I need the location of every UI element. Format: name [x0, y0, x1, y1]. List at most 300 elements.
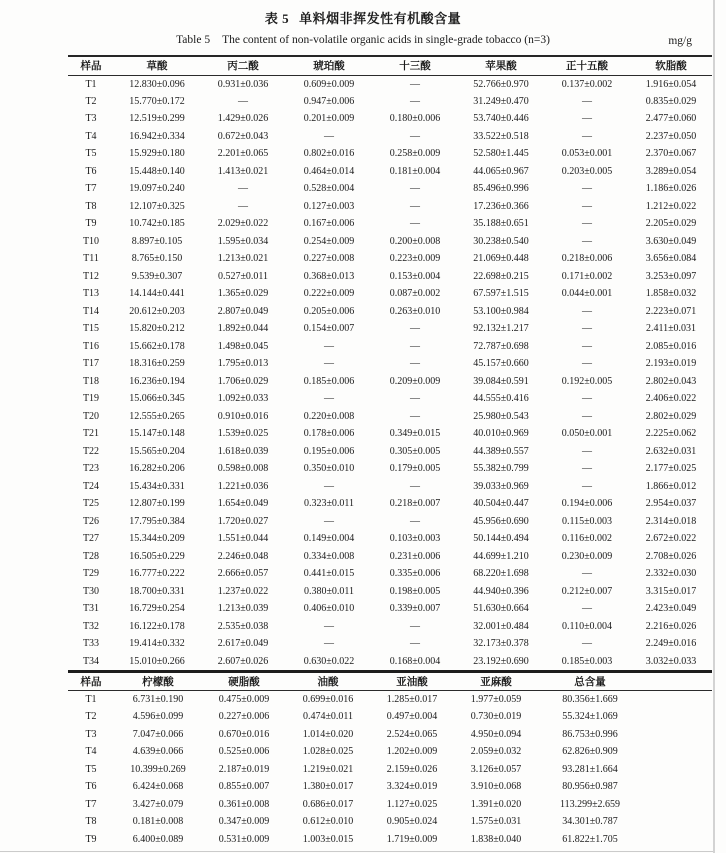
table-row [68, 93, 712, 111]
value-cell: 2.477±0.060 [645, 113, 697, 125]
value-cell: 3.253±0.097 [645, 270, 697, 282]
value-cell: 0.227±0.006 [218, 711, 270, 723]
value-cell: — [410, 358, 420, 370]
value-cell: 12.830±0.096 [129, 78, 185, 90]
sample-id: T15 [82, 323, 100, 335]
value-cell: 0.179±0.005 [389, 463, 441, 475]
value-cell: 1.127±0.025 [386, 798, 438, 810]
spacer-cell [642, 743, 712, 761]
table-row [68, 268, 712, 286]
value-cell: 1.654±0.049 [217, 498, 269, 510]
value-cell: 72.787±0.698 [473, 340, 529, 352]
value-cell: 22.698±0.215 [473, 270, 529, 282]
value-cell: 2.193±0.019 [645, 358, 697, 370]
column-header: 样品 [68, 672, 114, 691]
value-cell: 0.855±0.007 [218, 781, 270, 793]
value-cell: 4.639±0.066 [132, 746, 184, 758]
value-cell: — [410, 393, 420, 405]
value-cell: 16.729±0.254 [129, 603, 185, 615]
table-row [68, 726, 712, 744]
sample-id: T7 [85, 183, 97, 195]
sample-id: T30 [82, 585, 100, 597]
value-cell: — [324, 480, 334, 492]
value-cell: — [582, 95, 592, 107]
column-header: 总含量 [538, 672, 642, 691]
value-cell: 113.299±2.659 [559, 798, 621, 810]
value-cell: 0.116±0.002 [561, 533, 613, 545]
value-cell: 2.159±0.026 [386, 763, 438, 775]
value-cell: — [582, 130, 592, 142]
value-cell: 0.361±0.008 [218, 798, 270, 810]
value-cell: 0.339±0.007 [389, 603, 441, 615]
table-row [68, 565, 712, 583]
value-cell: 40.010±0.969 [473, 428, 529, 440]
value-cell: — [582, 638, 592, 650]
value-cell: — [324, 620, 334, 632]
spacer-cell [642, 761, 712, 779]
value-cell: 0.127±0.003 [303, 200, 355, 212]
value-cell: 0.194±0.006 [561, 498, 613, 510]
table-row [68, 233, 712, 251]
value-cell: 17.236±0.366 [473, 200, 529, 212]
sample-id: T20 [82, 410, 100, 422]
table-title-zh [0, 8, 726, 27]
value-cell: 68.220±1.698 [473, 568, 529, 580]
organic-acids-table-part1 [68, 55, 712, 670]
value-cell: 0.835±0.029 [645, 95, 697, 107]
value-cell: — [410, 515, 420, 527]
value-cell: 2.314±0.018 [645, 515, 697, 527]
value-cell: — [410, 200, 420, 212]
table-row [68, 425, 712, 443]
value-cell: 2.411±0.031 [645, 323, 697, 335]
value-cell: 15.565±0.204 [129, 445, 185, 457]
value-cell: — [324, 130, 334, 142]
value-cell: 15.448±0.140 [129, 165, 185, 177]
spacer-cell [642, 672, 712, 691]
table-number-zh: 表 5 [264, 11, 290, 26]
value-cell: 23.192±0.690 [473, 655, 529, 667]
value-cell: 2.954±0.037 [645, 498, 697, 510]
value-cell: — [324, 358, 334, 370]
value-cell: 0.195±0.006 [303, 445, 355, 457]
value-cell: 0.180±0.006 [389, 113, 441, 125]
value-cell: 0.474±0.011 [302, 711, 354, 723]
value-cell: 15.434±0.331 [129, 480, 185, 492]
value-cell: 32.001±0.484 [473, 620, 529, 632]
value-cell: 0.323±0.011 [303, 498, 355, 510]
value-cell: 0.168±0.004 [389, 655, 441, 667]
spacer-cell [642, 726, 712, 744]
table-title-en-text: The content of non-volatile organic acids in single-grade tobacco (n=3) [222, 34, 550, 46]
value-cell: 6.424±0.068 [132, 781, 184, 793]
table-row [68, 285, 712, 303]
sample-id: T3 [85, 728, 97, 740]
value-cell: 67.597±1.515 [473, 288, 529, 300]
value-cell: 0.335±0.006 [389, 568, 441, 580]
value-cell: 1.413±0.021 [217, 165, 269, 177]
table-row [68, 145, 712, 163]
value-cell: — [410, 638, 420, 650]
value-cell: 1.380±0.017 [302, 781, 354, 793]
value-cell: 0.185±0.006 [303, 375, 355, 387]
spacer-cell [642, 691, 712, 709]
table-row [68, 373, 712, 391]
table-row [68, 75, 712, 93]
sample-id: T16 [82, 340, 100, 352]
value-cell: 0.103±0.003 [389, 533, 441, 545]
table-row [68, 495, 712, 513]
value-cell: — [582, 235, 592, 247]
value-cell: — [410, 183, 420, 195]
value-cell: 20.612±0.203 [129, 305, 185, 317]
table-row [68, 460, 712, 478]
value-cell: — [582, 340, 592, 352]
table-title-zh-text: 单料烟非挥发性有机酸含量 [299, 11, 462, 26]
value-cell: 3.910±0.068 [470, 781, 522, 793]
value-cell: 3.324±0.019 [386, 781, 438, 793]
table-row [68, 320, 712, 338]
header-row [68, 672, 712, 691]
value-cell: 1.618±0.039 [217, 445, 269, 457]
value-cell: 2.332±0.030 [645, 568, 697, 580]
spacer-cell [642, 708, 712, 726]
value-cell: 2.370±0.067 [645, 148, 697, 160]
value-cell: 2.246±0.048 [217, 550, 269, 562]
table-row [68, 583, 712, 601]
value-cell: 0.686±0.017 [302, 798, 354, 810]
value-cell: 0.528±0.004 [303, 183, 355, 195]
value-cell: 1.429±0.026 [217, 113, 269, 125]
value-cell: 12.107±0.325 [129, 200, 185, 212]
value-cell: 1.213±0.039 [217, 603, 269, 615]
value-cell: 1.092±0.033 [217, 393, 269, 405]
spacer-cell [642, 796, 712, 814]
table-row [68, 215, 712, 233]
value-cell: 1.498±0.045 [217, 340, 269, 352]
value-cell: 7.047±0.066 [132, 728, 184, 740]
value-cell: 44.389±0.557 [473, 445, 529, 457]
value-cell: 2.632±0.031 [645, 445, 697, 457]
value-cell: 1.892±0.044 [217, 323, 269, 335]
value-cell: 0.802±0.016 [303, 148, 355, 160]
value-cell: 0.905±0.024 [386, 816, 438, 828]
value-cell: — [582, 463, 592, 475]
value-cell: 9.539±0.307 [131, 270, 183, 282]
value-cell: 0.347±0.009 [218, 816, 270, 828]
sample-id: T21 [82, 428, 100, 440]
sample-id: T6 [85, 165, 97, 177]
page-scan-edge-bottom [0, 851, 713, 852]
column-header: 正十五酸 [544, 56, 630, 75]
value-cell: — [324, 340, 334, 352]
value-cell: 34.301±0.787 [562, 816, 618, 828]
value-cell: 15.929±0.180 [129, 148, 185, 160]
value-cell: 16.505±0.229 [129, 550, 185, 562]
value-cell: 1.720±0.027 [217, 515, 269, 527]
value-cell: 80.956±0.987 [562, 781, 618, 793]
value-cell: 3.427±0.079 [132, 798, 184, 810]
value-cell: 1.003±0.015 [302, 833, 354, 845]
value-cell: — [582, 200, 592, 212]
table-row [68, 600, 712, 618]
table-number-en: Table 5 [176, 34, 211, 46]
value-cell: 0.464±0.014 [303, 165, 355, 177]
value-cell: 15.662±0.178 [129, 340, 185, 352]
value-cell: 2.666±0.057 [217, 568, 269, 580]
value-cell: 2.029±0.022 [217, 218, 269, 230]
value-cell: 0.181±0.008 [132, 816, 184, 828]
value-cell: 16.942±0.334 [129, 130, 185, 142]
column-header: 亚麻酸 [454, 672, 538, 691]
column-header: 软脂酸 [630, 56, 712, 75]
value-cell: 2.406±0.022 [645, 393, 697, 405]
value-cell: 0.044±0.001 [561, 288, 613, 300]
sample-id: T34 [82, 655, 100, 667]
table-row [68, 303, 712, 321]
column-header: 样品 [68, 56, 114, 75]
value-cell: 0.171±0.002 [561, 270, 613, 282]
value-cell: 1.219±0.021 [302, 763, 354, 775]
value-cell: 0.254±0.009 [303, 235, 355, 247]
table-row [68, 618, 712, 636]
value-cell: 0.154±0.007 [303, 323, 355, 335]
sample-id: T25 [82, 498, 100, 510]
value-cell: 18.316±0.259 [129, 358, 185, 370]
value-cell: 12.555±0.265 [129, 410, 185, 422]
value-cell: 19.414±0.332 [129, 638, 185, 650]
value-cell: 1.858±0.032 [645, 288, 697, 300]
value-cell: 2.237±0.050 [645, 130, 697, 142]
value-cell: 4.950±0.094 [470, 728, 522, 740]
value-cell: 0.087±0.002 [389, 288, 441, 300]
value-cell: 15.066±0.345 [129, 393, 185, 405]
value-cell: 3.656±0.084 [645, 253, 697, 265]
value-cell: 3.630±0.049 [645, 235, 697, 247]
value-cell: 1.795±0.013 [217, 358, 269, 370]
value-cell: 0.222±0.009 [303, 288, 355, 300]
value-cell: 0.670±0.016 [218, 728, 270, 740]
value-cell: 0.149±0.004 [303, 533, 355, 545]
value-cell: 2.802±0.029 [645, 410, 697, 422]
value-cell: 0.406±0.010 [303, 603, 355, 615]
table-row [68, 110, 712, 128]
value-cell: 0.218±0.006 [561, 253, 613, 265]
sample-id: T27 [82, 533, 100, 545]
value-cell: 51.630±0.664 [473, 603, 529, 615]
value-cell: 0.203±0.005 [561, 165, 613, 177]
value-cell: 0.931±0.036 [217, 78, 269, 90]
value-cell: 0.368±0.013 [303, 270, 355, 282]
value-cell: 2.223±0.071 [645, 305, 697, 317]
column-header: 琥珀酸 [286, 56, 372, 75]
sample-id: T33 [82, 638, 100, 650]
value-cell: 53.740±0.446 [473, 113, 529, 125]
value-cell: 0.350±0.010 [303, 463, 355, 475]
sample-id: T7 [85, 798, 97, 810]
value-cell: 0.672±0.043 [217, 130, 269, 142]
sample-id: T14 [82, 305, 100, 317]
table-row [68, 443, 712, 461]
value-cell: 0.115±0.003 [561, 515, 613, 527]
value-cell: 1.575±0.031 [470, 816, 522, 828]
value-cell: 0.258±0.009 [389, 148, 441, 160]
value-cell: 39.033±0.969 [473, 480, 529, 492]
value-cell: 0.201±0.009 [303, 113, 355, 125]
value-cell: 21.069±0.448 [473, 253, 529, 265]
sample-id: T19 [82, 393, 100, 405]
value-cell: 3.315±0.017 [645, 585, 697, 597]
sample-id: T23 [82, 463, 100, 475]
table-row [68, 761, 712, 779]
value-cell: — [582, 218, 592, 230]
value-cell: 33.522±0.518 [473, 130, 529, 142]
column-header: 草酸 [114, 56, 200, 75]
value-cell: 1.916±0.054 [645, 78, 697, 90]
value-cell: 1.391±0.020 [470, 798, 522, 810]
column-header: 柠檬酸 [114, 672, 202, 691]
value-cell: 0.947±0.006 [303, 95, 355, 107]
value-cell: — [582, 113, 592, 125]
page-scan-edge-right [713, 0, 715, 853]
value-cell: 0.178±0.006 [303, 428, 355, 440]
table-row [68, 128, 712, 146]
table-row [68, 513, 712, 531]
column-header: 苹果酸 [458, 56, 544, 75]
value-cell: — [410, 340, 420, 352]
sample-id: T6 [85, 781, 97, 793]
value-cell: 12.519±0.299 [129, 113, 185, 125]
value-cell: 50.144±0.494 [473, 533, 529, 545]
value-cell: 52.580±1.445 [473, 148, 529, 160]
table-row [68, 408, 712, 426]
value-cell: 86.753±0.996 [562, 728, 618, 740]
value-cell: — [582, 480, 592, 492]
table-row [68, 355, 712, 373]
value-cell: 0.305±0.005 [389, 445, 441, 457]
value-cell: 2.708±0.026 [645, 550, 697, 562]
value-cell: — [582, 323, 592, 335]
value-cell: 40.504±0.447 [473, 498, 529, 510]
sample-id: T1 [85, 78, 97, 90]
value-cell: 44.065±0.967 [473, 165, 529, 177]
value-cell: 0.531±0.009 [218, 833, 270, 845]
value-cell: — [582, 305, 592, 317]
value-cell: 1.213±0.021 [217, 253, 269, 265]
table-row [68, 180, 712, 198]
column-header: 硬脂酸 [202, 672, 286, 691]
value-cell: 1.186±0.026 [645, 183, 697, 195]
value-cell: 0.050±0.001 [561, 428, 613, 440]
sample-id: T1 [85, 694, 97, 705]
value-cell: 44.940±0.396 [473, 585, 529, 597]
value-cell: 0.525±0.006 [218, 746, 270, 758]
value-cell: — [238, 95, 248, 107]
value-cell: 0.699±0.016 [302, 694, 354, 705]
value-cell: 0.497±0.004 [386, 711, 438, 723]
value-cell: 25.980±0.543 [473, 410, 529, 422]
value-cell: 2.187±0.019 [218, 763, 270, 775]
value-cell: — [582, 445, 592, 457]
value-cell: 2.216±0.026 [645, 620, 697, 632]
value-cell: 45.956±0.690 [473, 515, 529, 527]
value-cell: 0.053±0.001 [561, 148, 613, 160]
value-cell: 4.596±0.099 [132, 711, 184, 723]
value-cell: — [582, 603, 592, 615]
value-cell: 0.612±0.010 [302, 816, 354, 828]
value-cell: 2.672±0.022 [645, 533, 697, 545]
value-cell: 10.399±0.269 [130, 763, 186, 775]
header-row [68, 56, 712, 75]
value-cell: 93.281±1.664 [562, 763, 618, 775]
value-cell: 1.539±0.025 [217, 428, 269, 440]
value-cell: 0.475±0.009 [218, 694, 270, 705]
table-caption [0, 0, 726, 46]
value-cell: 0.205±0.006 [303, 305, 355, 317]
spacer-cell [642, 831, 712, 849]
value-cell: 14.144±0.441 [129, 288, 185, 300]
value-cell: 16.122±0.178 [129, 620, 185, 632]
value-cell: 1.866±0.012 [645, 480, 697, 492]
sample-id: T26 [82, 515, 100, 527]
value-cell: 2.423±0.049 [645, 603, 697, 615]
value-cell: 32.173±0.378 [473, 638, 529, 650]
value-cell: — [582, 358, 592, 370]
value-cell: 0.630±0.022 [303, 655, 355, 667]
value-cell: 52.766±0.970 [473, 78, 529, 90]
value-cell: 0.137±0.002 [561, 78, 613, 90]
value-cell: — [410, 78, 420, 90]
value-cell: 3.032±0.033 [645, 655, 697, 667]
value-cell: 0.230±0.009 [561, 550, 613, 562]
value-cell: 1.365±0.029 [217, 288, 269, 300]
value-cell: 2.177±0.025 [645, 463, 697, 475]
value-cell: 1.719±0.009 [386, 833, 438, 845]
table-caption-en-row [0, 34, 726, 46]
value-cell: 55.382±0.799 [473, 463, 529, 475]
sample-id: T9 [85, 833, 97, 845]
value-cell: — [410, 218, 420, 230]
table-row [68, 691, 712, 709]
value-cell: 1.551±0.044 [217, 533, 269, 545]
sample-id: T17 [82, 358, 100, 370]
table-row [68, 708, 712, 726]
value-cell: 92.132±1.217 [473, 323, 529, 335]
value-cell: 6.400±0.089 [132, 833, 184, 845]
value-cell: 2.205±0.029 [645, 218, 697, 230]
value-cell: 0.209±0.009 [389, 375, 441, 387]
value-cell: 2.085±0.016 [645, 340, 697, 352]
value-cell: — [410, 410, 420, 422]
value-cell: 0.441±0.015 [303, 568, 355, 580]
value-cell: — [410, 95, 420, 107]
sample-id: T13 [82, 288, 100, 300]
sample-id: T11 [83, 253, 99, 265]
sample-id: T9 [85, 218, 97, 230]
value-cell: 44.699±1.210 [473, 550, 529, 562]
sample-id: T2 [85, 95, 97, 107]
table-row [68, 163, 712, 181]
value-cell: 2.524±0.065 [386, 728, 438, 740]
table-row [68, 831, 712, 849]
sample-id: T4 [85, 130, 97, 142]
value-cell: 17.795±0.384 [129, 515, 185, 527]
value-cell: 0.200±0.008 [389, 235, 441, 247]
value-cell: 15.010±0.266 [129, 655, 185, 667]
value-cell: 1.237±0.022 [217, 585, 269, 597]
value-cell: 55.324±1.069 [562, 711, 618, 723]
value-cell: — [410, 620, 420, 632]
